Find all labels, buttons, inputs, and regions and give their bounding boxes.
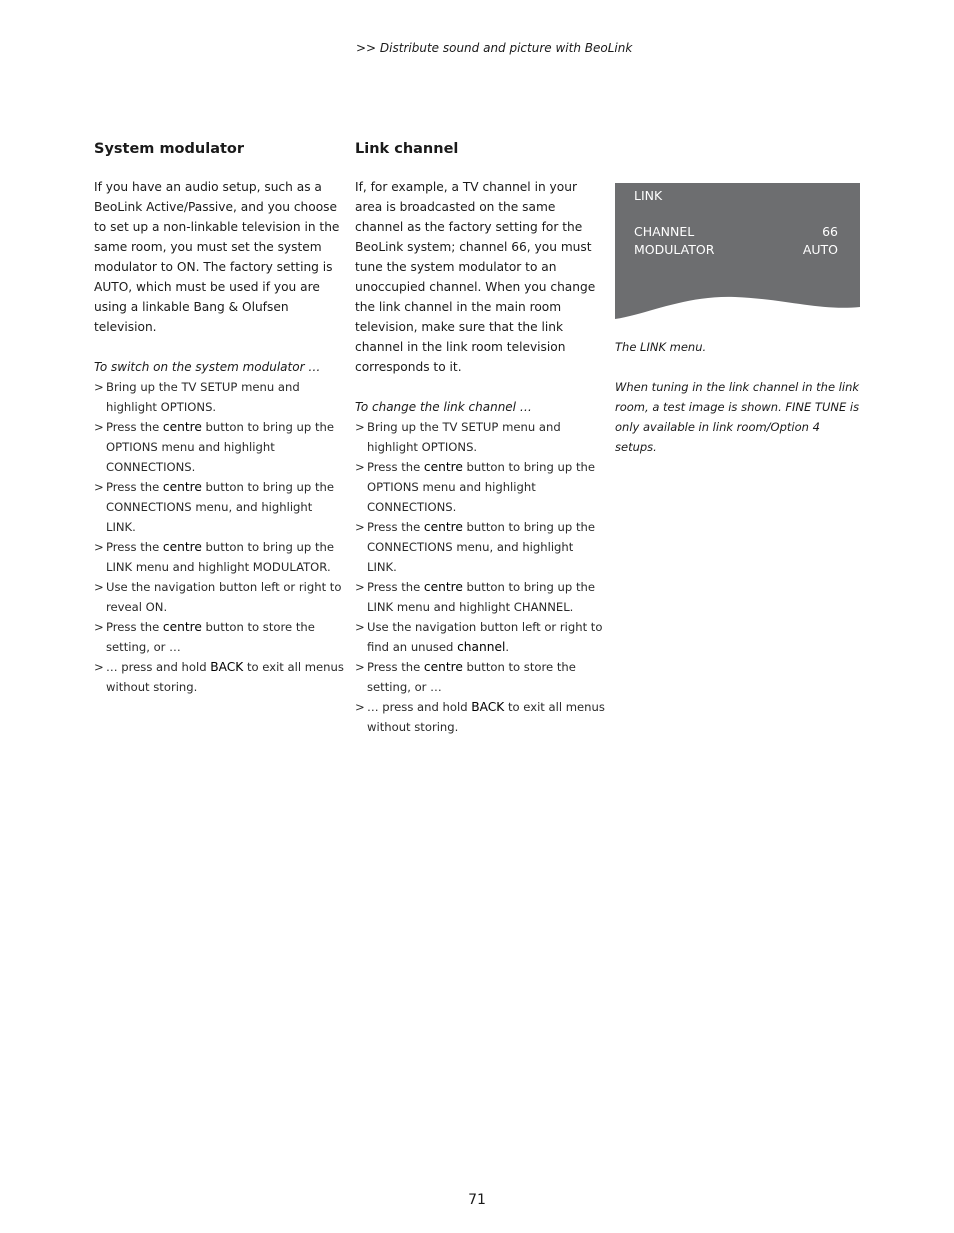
- keyword: centre: [423, 660, 463, 674]
- link-channel-section: [355, 139, 605, 737]
- figure-caption: The LINK menu.: [615, 340, 707, 354]
- page-number: 71: [468, 1192, 486, 1208]
- step-list: [94, 377, 344, 697]
- keyword: centre: [162, 620, 202, 634]
- section-body: If you have an audio setup, such as a BeoLink Active/Passive, and you choose to set up a non-linkable television in the same room, you must set the system modulator to ON. The factory setting is AUTO, which must be used if you are using a linkable Bang & Olufsen television.: [94, 180, 340, 334]
- system-modulator-section: [94, 139, 344, 697]
- menu-row-label: MODULATOR: [634, 242, 715, 257]
- menu-row-modulator: [634, 241, 838, 259]
- step-item: > Press the centre button to store the setting, or …: [94, 620, 315, 654]
- step-item: > Press the centre button to bring up the LINK menu and highlight MODULATOR.: [94, 540, 334, 574]
- step-item: > … press and hold BACK to exit all menus without storing.: [355, 700, 605, 734]
- keyword: BACK: [471, 700, 505, 714]
- menu-row-value: AUTO: [802, 242, 838, 257]
- step-item: > Press the centre button to bring up the CONNECTIONS menu, and highlight LINK.: [355, 520, 595, 574]
- step-item: > Use the navigation button left or right to reveal ON.: [94, 580, 342, 614]
- step-item: > Bring up the TV SETUP menu and highlight OPTIONS.: [355, 420, 561, 454]
- keyword: centre: [423, 520, 463, 534]
- menu-title: LINK: [634, 188, 663, 203]
- keyword: centre: [162, 480, 202, 494]
- keyword: centre: [162, 540, 202, 554]
- menu-row-label: CHANNEL: [634, 224, 695, 239]
- menu-row-value: 66: [822, 224, 838, 239]
- step-item: > Press the centre button to store the setting, or …: [355, 660, 576, 694]
- step-item: > Press the centre button to bring up the OPTIONS menu and highlight CONNECTIONS.: [355, 460, 595, 514]
- link-menu-illustration: [615, 183, 860, 320]
- step-item: > Press the centre button to bring up the CONNECTIONS menu, and highlight LINK.: [94, 480, 334, 534]
- section-heading: System modulator: [94, 141, 245, 157]
- menu-row-channel: [634, 223, 838, 241]
- step-item: > Press the centre button to bring up the LINK menu and highlight CHANNEL.: [355, 580, 595, 614]
- keyword: channel: [457, 640, 506, 654]
- procedure-title: To switch on the system modulator …: [94, 360, 321, 374]
- section-body: If, for example, a TV channel in your area is broadcasted on the same channel as the factory setting for the BeoLink system; channel 66, you must tune the system modulator to an unoccupied channel. When you change the link channel in the main room television, make sure that the link channel in the link room television corresponds to it.: [355, 180, 596, 374]
- step-item: > Bring up the TV SETUP menu and highlight OPTIONS.: [94, 380, 300, 414]
- section-heading: Link channel: [355, 141, 459, 157]
- keyword: centre: [162, 420, 202, 434]
- step-item: > Press the centre button to bring up the OPTIONS menu and highlight CONNECTIONS.: [94, 420, 334, 474]
- step-item: > Use the navigation button left or right to find an unused channel.: [355, 620, 603, 654]
- step-list: [355, 417, 605, 737]
- procedure-title: To change the link channel …: [355, 400, 532, 414]
- keyword: BACK: [210, 660, 244, 674]
- note-text: When tuning in the link channel in the link room, a test image is shown. FINE TUNE is only available in link room/Option 4 setups.: [615, 380, 860, 454]
- keyword: centre: [423, 460, 463, 474]
- step-item: > … press and hold BACK to exit all menus without storing.: [94, 660, 344, 694]
- running-header: >> Distribute sound and picture with BeoLink: [356, 41, 633, 55]
- keyword: centre: [423, 580, 463, 594]
